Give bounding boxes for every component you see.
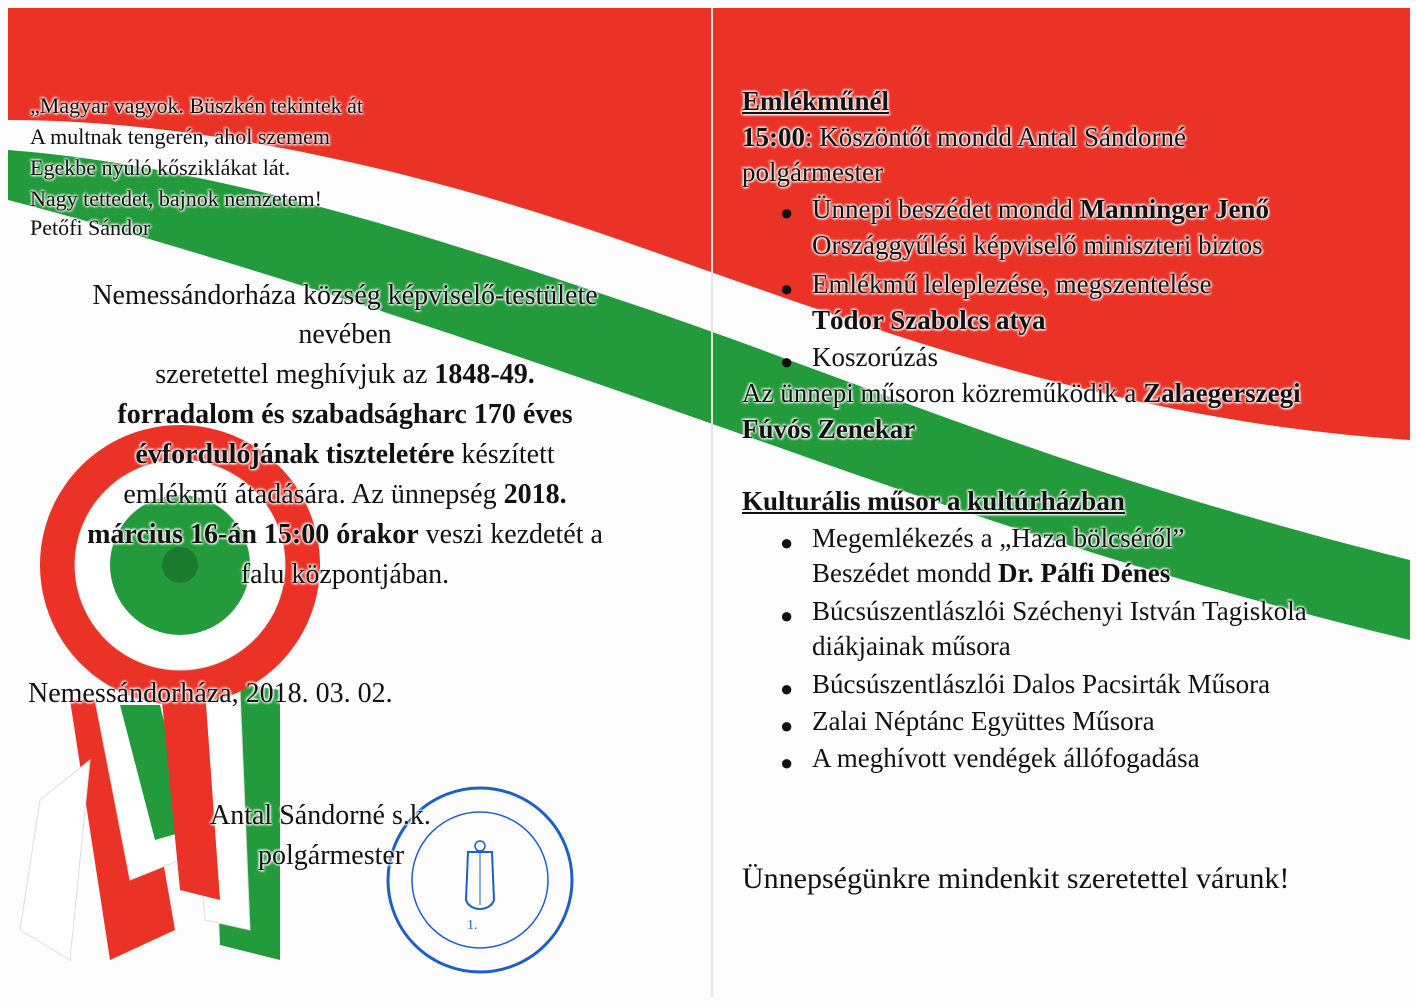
- invitation-line-2: nevében: [298, 319, 392, 350]
- culture-item-3: Búcsúszentlászlói Dalos Pacsirták Műsora: [812, 669, 1271, 699]
- bullet-icon: ●: [780, 349, 794, 374]
- culture-item-2: Búcsúszentlászlói Széchenyi István Tagiskola: [812, 596, 1307, 626]
- bullet-icon: ●: [780, 713, 794, 738]
- culture-heading: Kulturális műsor a kultúrházban: [742, 486, 1125, 516]
- culture-item-4: Zalai Néptánc Együttes Műsora: [812, 706, 1155, 736]
- bullet-icon: ●: [780, 750, 794, 775]
- bullet-icon: ●: [780, 276, 794, 301]
- closing-line: Ünnepségünkre mindenkit szeretettel várunk!: [742, 862, 1290, 895]
- ceremony-greeting: 15:00: Köszöntőt mondd Antal Sándorné: [742, 122, 1186, 152]
- ceremony-item-3: Koszorúzás: [812, 342, 938, 372]
- poem-line-2: A multnak tengerén, ahol szemem: [30, 124, 330, 149]
- poem-author: Petőfi Sándor: [30, 215, 151, 240]
- invitation-line-1: Nemessándorháza község képviselő-testülete: [92, 280, 598, 311]
- invitation-line-8: falu központjában.: [240, 559, 450, 590]
- ceremony-greeting-2: polgármester: [742, 157, 883, 187]
- poem-line-4: Nagy tettedet, bajnok nemzetem!: [30, 186, 322, 211]
- poem-line-3: Egekbe nyúló kősziklákat lát.: [30, 155, 291, 180]
- bullet-icon: ●: [780, 676, 794, 701]
- culture-item-5: A meghívott vendégek állófogadása: [812, 743, 1200, 773]
- band-line-1: Az ünnepi műsoron közreműködik a Zalaegerszegi: [742, 378, 1301, 408]
- invitation-line-4: forradalom és szabadságharc 170 éves: [117, 399, 573, 430]
- culture-item-1: Megemlékezés a „Haza bölcséről”: [812, 523, 1185, 553]
- signature-title: polgármester: [258, 840, 405, 871]
- stamp-number: 1.: [467, 918, 478, 933]
- ceremony-item-2: Emlékmű leleplezése, megszentelése: [812, 269, 1212, 299]
- poem-line-1: „Magyar vagyok. Büszkén tekintek át: [30, 93, 363, 118]
- ceremony-item-2-detail: Tódor Szabolcs atya: [812, 305, 1046, 335]
- invitation-line-7: március 16-án 15:00 órakor veszi kezdetét a: [87, 519, 603, 550]
- band-line-2: Fúvós Zenekar: [742, 414, 916, 444]
- invitation-line-6: emlékmű átadására. Az ünnepség 2018.: [123, 479, 567, 510]
- bullet-icon: ●: [780, 200, 794, 225]
- invitation-line-5: évfordulójának tiszteletére készített: [135, 439, 555, 470]
- invitation-line-3: szeretettel meghívjuk az 1848-49.: [155, 359, 535, 390]
- ceremony-heading: Emlékműnél: [742, 86, 890, 116]
- ceremony-item-1-detail: Országgyűlési képviselő miniszteri biztos: [812, 230, 1263, 260]
- culture-item-2-detail: diákjainak műsora: [812, 631, 1011, 661]
- ceremony-item-1: Ünnepi beszédet mondd Manninger Jenő: [812, 194, 1269, 224]
- date-line: Nemessándorháza, 2018. 03. 02.: [28, 678, 393, 709]
- signature-name: Antal Sándorné s.k.: [210, 800, 431, 831]
- bullet-icon: ●: [780, 530, 794, 555]
- bullet-icon: ●: [780, 603, 794, 628]
- culture-item-1-detail: Beszédet mondd Dr. Pálfi Dénes: [812, 558, 1171, 588]
